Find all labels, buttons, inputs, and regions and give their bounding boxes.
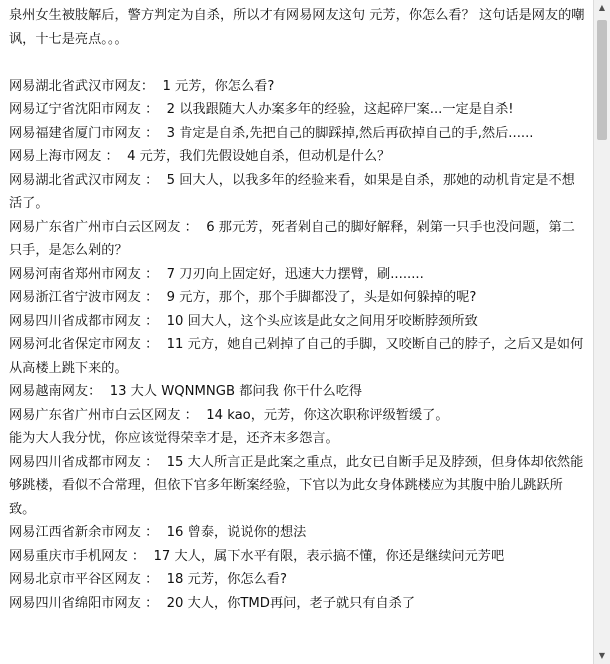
comment-text: 5 回大人，以我多年的经验来看，如果是自杀，那她的动机肯定是不想活了。 [9, 172, 575, 211]
comment-text: 16 曾泰，说说你的想法 [166, 525, 307, 540]
intro-paragraph: 泉州女生被肢解后，警方判定为自杀，所以才有网易网友这句 元芳，你怎么看？ 这句话是网友的嘲讽，十七是亮点。。。 [9, 8, 585, 47]
comment-source: 网易浙江省宁波市网友 ： [9, 290, 159, 305]
comment-source: 网易福建省厦门市网友 ： [9, 125, 159, 141]
comment-text: 17 大人，属下水平有限，表示搞不懂，你还是继续问元芳吧 [153, 548, 505, 564]
comment-source: 网易四川省成都市网友 ： [9, 313, 159, 329]
comment-entry [9, 122, 585, 146]
comment-entry [9, 427, 585, 451]
comment-entry [9, 333, 585, 380]
comment-entry [9, 169, 585, 216]
comment-source: 网易重庆市手机网友 ： [9, 548, 146, 564]
comment-text: 11 元方，她自己剁掉了自己的手脚，又咬断自己的脖子，之后又是如何从高楼上跳下来的。 [9, 337, 584, 376]
comment-source: 网易辽宁省沈阳市网友 ： [9, 102, 159, 117]
comment-text: 14 kao，元芳，你这次职称评级暂缓了。 [206, 407, 449, 423]
comment-text: 3 肯定是自杀,先把自己的脚踩掉,然后再砍掉自己的手,然后...... [166, 125, 534, 141]
comment-source: 网易江西省新余市网友 ： [9, 525, 159, 540]
comment-entry [9, 98, 585, 122]
comment-entry [9, 451, 585, 522]
comment-text: 10 回大人，这个头应该是此女之间用牙咬断脖颈所致 [166, 313, 478, 329]
comment-entry [9, 286, 585, 310]
comment-entry [9, 263, 585, 287]
comment-entry [9, 545, 585, 569]
comment-entry [9, 404, 585, 428]
scroll-up-arrow-icon[interactable]: ▲ [598, 3, 606, 12]
comment-entry [9, 592, 585, 616]
blank-line [9, 51, 585, 75]
comment-text: 2 以我跟随大人办案多年的经验，这起碎尸案...一定是自杀! [166, 102, 514, 117]
comment-text: 9 元方，那个，那个手脚都没了，头是如何躲掉的呢? [166, 290, 477, 305]
comment-source: 网易四川省成都市网友 ： [9, 454, 159, 470]
comment-list [9, 75, 585, 616]
comment-entry [9, 310, 585, 334]
comment-text: 15 大人所言正是此案之重点，此女已自断手足及脖颈，但身体却依然能够跳楼，看似不合常理，但依下官多年断案经验，下官以为此女身体跳楼应为其腹中胎儿跳跃所致。 [9, 454, 584, 517]
comment-source: 网易河北省保定市网友 ： [9, 337, 159, 352]
comment-text: 6 那元芳，死者剁自己的脚好解释，剁第一只手也没问题，第二只手，是怎么剁的？ [9, 219, 575, 258]
comment-source: 网易北京市平谷区网友 ： [9, 572, 159, 587]
comment-text: 4 元芳，我们先假设她自杀，但动机是什么？ [127, 149, 391, 164]
comment-source: 网易广东省广州市白云区网友 ： [9, 407, 198, 423]
comment-text: 能为大人我分忧，你应该觉得荣幸才是，还齐末多怨言。 [9, 431, 339, 446]
comment-source: 网易上海市网友 ： [9, 149, 119, 164]
comment-entry [9, 521, 585, 545]
comment-source: 网易广东省广州市白云区网友 ： [9, 219, 198, 235]
vertical-scrollbar[interactable] [593, 0, 610, 664]
scroll-down-arrow-icon[interactable]: ▼ [598, 651, 606, 660]
comment-source: 网易越南网友： [9, 384, 102, 399]
comment-text: 20 大人，你TMD再问，老子就只有自杀了 [166, 595, 416, 611]
comment-entry [9, 145, 585, 169]
comment-text: 18 元芳，你怎么看? [166, 572, 287, 587]
comment-text: 7 刀刃向上固定好，迅速大力摆臂，刷........ [166, 266, 424, 282]
comment-source: 网易河南省郑州市网友 ： [9, 266, 159, 282]
comment-entry [9, 216, 585, 263]
comment-source: 网易湖北省武汉市网友 ： [9, 172, 159, 188]
comment-entry [9, 568, 585, 592]
scrollbar-thumb[interactable] [597, 20, 607, 140]
comment-source: 网易湖北省武汉市网友： [9, 78, 155, 94]
comment-text: 1 元芳，你怎么看? [162, 78, 275, 94]
comment-entry [9, 75, 585, 99]
comment-text: 13 大人 WQNMNGB 都问我 你干什么吃得 [109, 384, 363, 399]
comment-source: 网易四川省绵阳市网友 ： [9, 595, 159, 611]
comment-entry [9, 380, 585, 404]
